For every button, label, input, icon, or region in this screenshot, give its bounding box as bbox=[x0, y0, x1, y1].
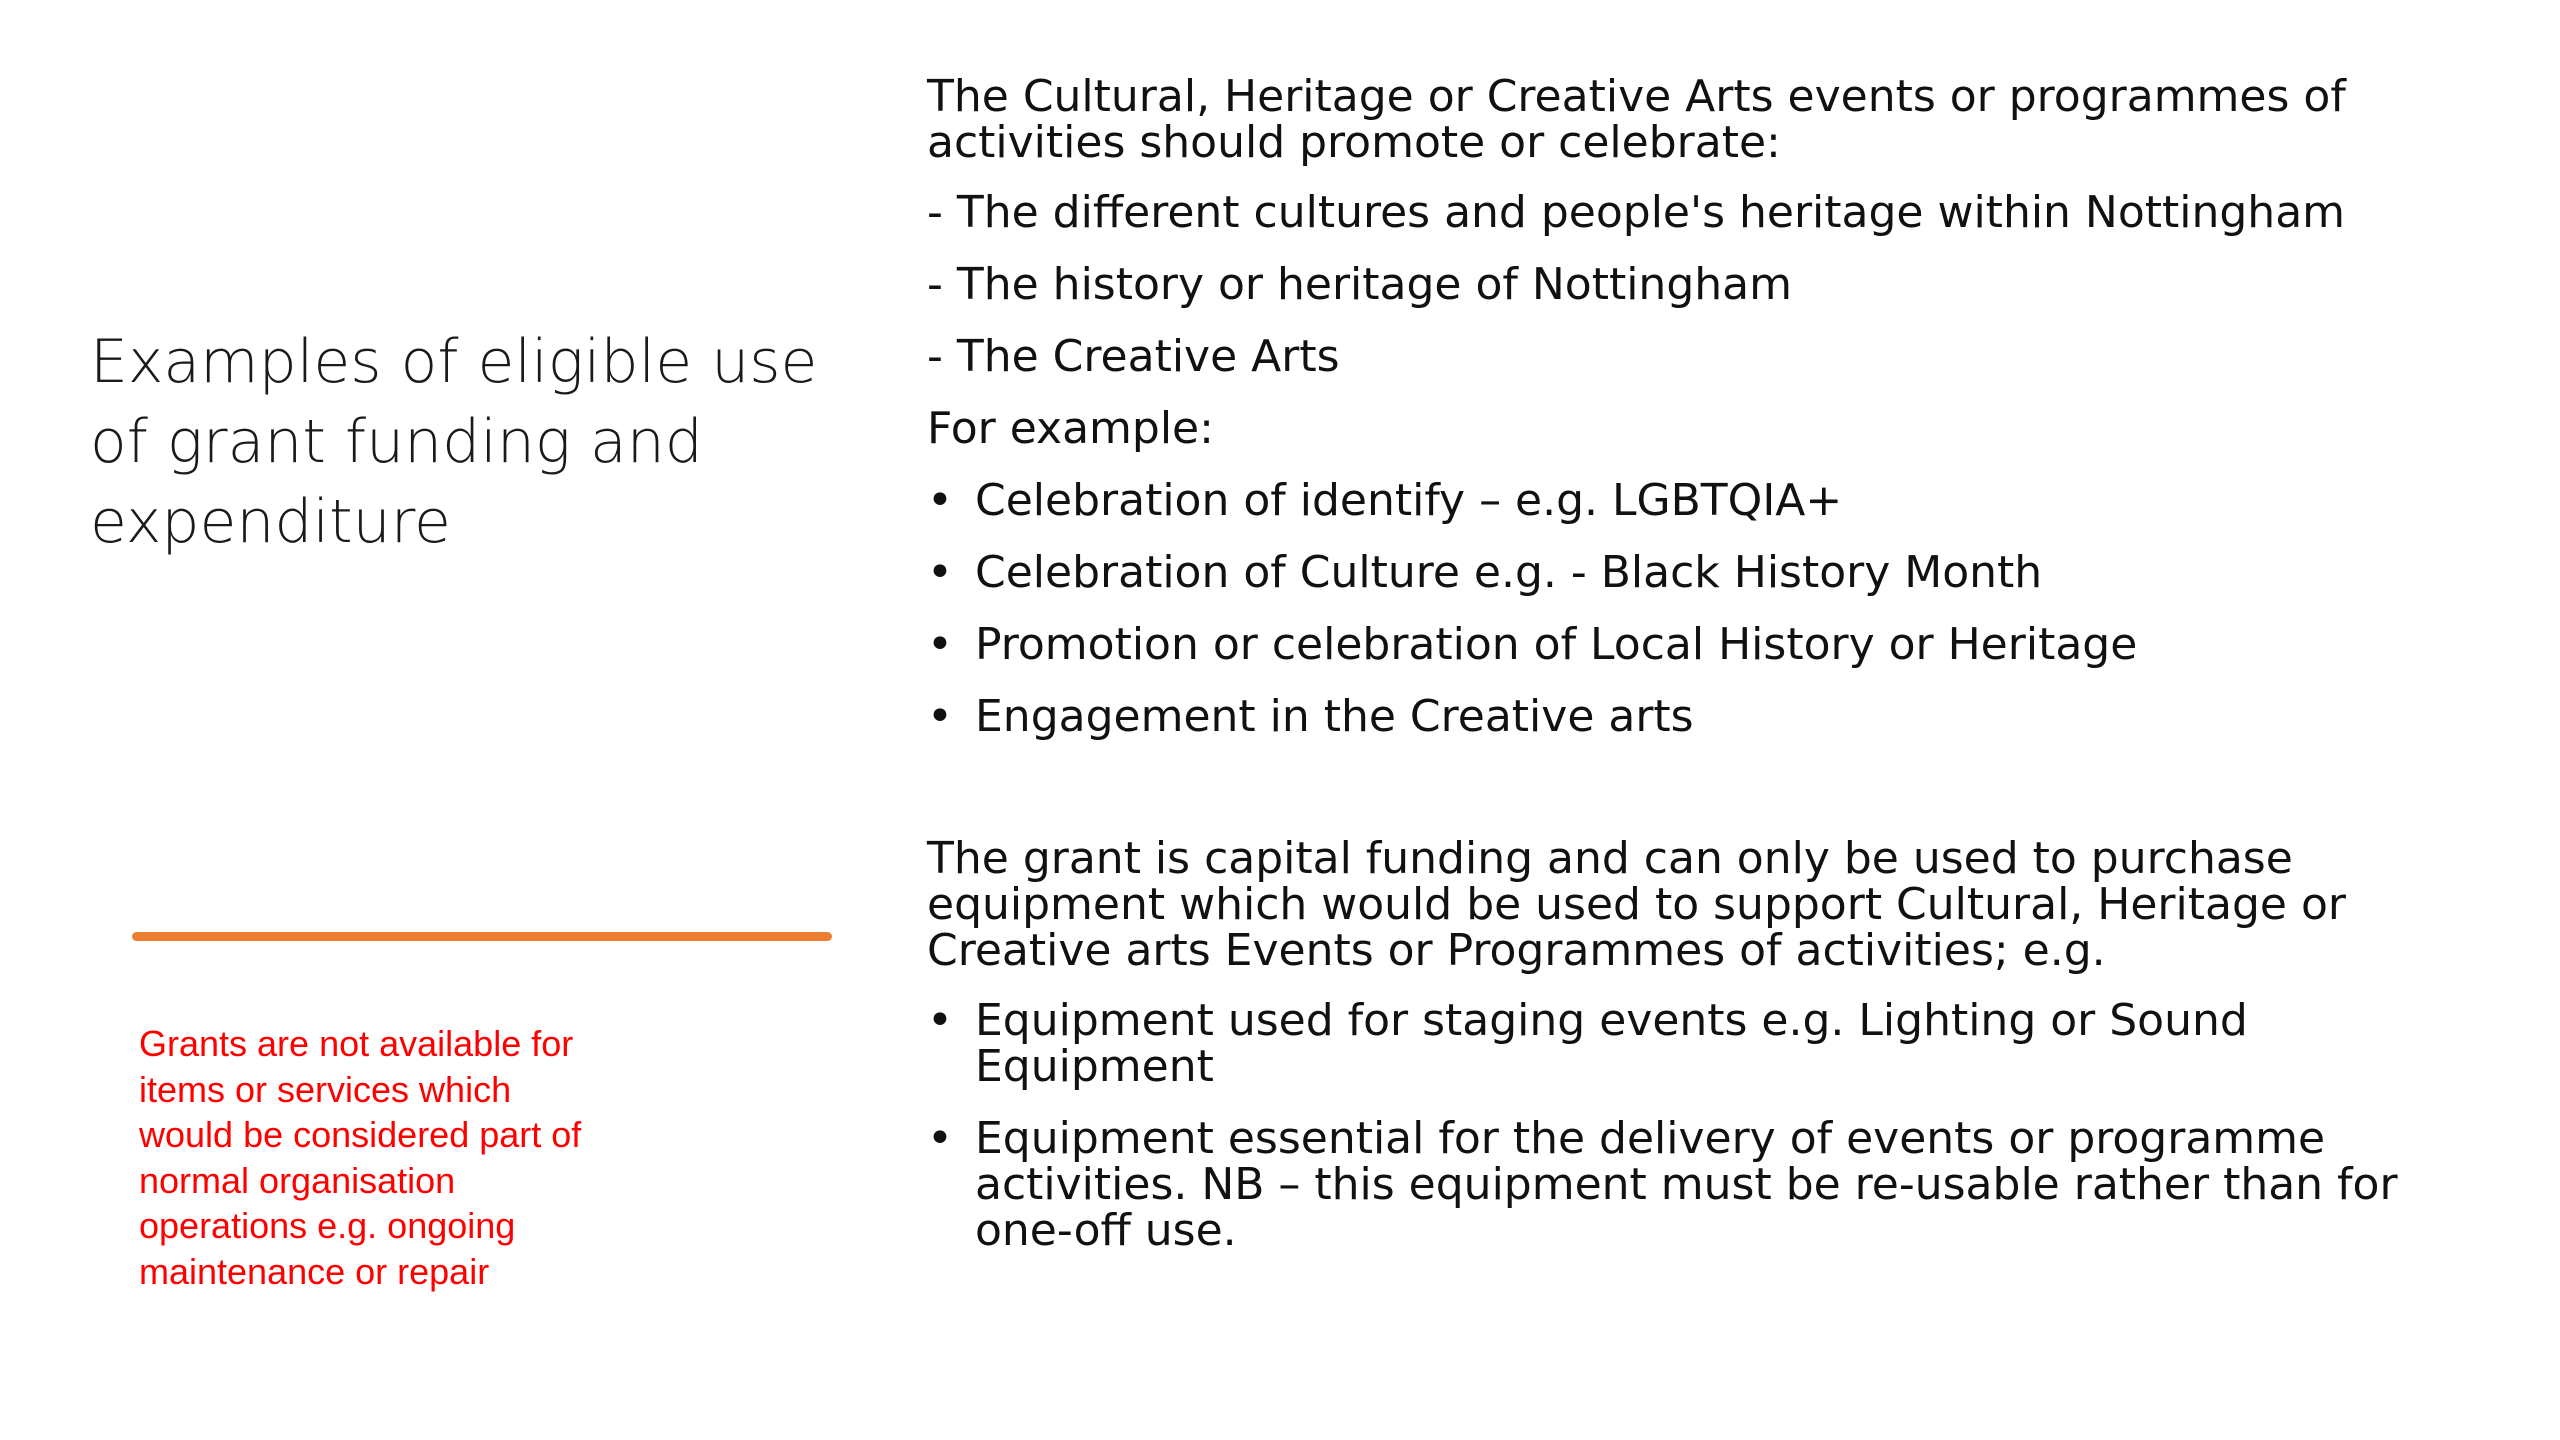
bullet-icon: • bbox=[927, 1113, 953, 1164]
bullet-text: Celebration of identify – e.g. LGBTQIA+ bbox=[975, 475, 1843, 526]
bullet-item bbox=[927, 995, 2427, 1092]
section1-intro: The Cultural, Heritage or Creative Arts events or programmes of activities should promote or celebrate: bbox=[927, 71, 2346, 168]
bullet-text: Equipment essential for the delivery of events or programme activities. NB – this equipment must be re-usable rather than for one-off use. bbox=[975, 1113, 2398, 1256]
body-content bbox=[927, 71, 2427, 1256]
ineligibility-note: Grants are not available for items or services which would be considered part of normal organisation operations e.g. ongoing maintenance or repair bbox=[139, 1023, 582, 1292]
accent-divider bbox=[132, 932, 832, 941]
bullet-item bbox=[927, 619, 2427, 670]
bullet-text: Celebration of Culture e.g. - Black History Month bbox=[975, 547, 2043, 598]
bullet-icon: • bbox=[927, 619, 953, 670]
bullet-item bbox=[927, 1113, 2427, 1256]
section2-intro: The grant is capital funding and can only be used to purchase equipment which would be used to support Cultural, Heritage or Creative arts Events or Programmes of activities; e.g. bbox=[927, 833, 2346, 976]
section-spacer bbox=[927, 740, 2427, 836]
bullet-icon: • bbox=[927, 475, 953, 526]
bullet-text: Engagement in the Creative arts bbox=[975, 691, 1694, 742]
bullet-text: Promotion or celebration of Local History or Heritage bbox=[975, 619, 2138, 670]
section2-bullet-list bbox=[927, 995, 2427, 1256]
bullet-icon: • bbox=[927, 547, 953, 598]
slide-title: Examples of eligible use of grant funding and expenditure bbox=[90, 327, 818, 557]
bullet-item bbox=[927, 547, 2427, 598]
bullet-icon: • bbox=[927, 691, 953, 742]
bullet-item bbox=[927, 475, 2427, 526]
dash-item-cultures: - The different cultures and people's heritage within Nottingham bbox=[927, 187, 2346, 238]
dash-item-creative-arts: - The Creative Arts bbox=[927, 331, 1340, 382]
bullet-text: Equipment used for staging events e.g. Lighting or Sound Equipment bbox=[975, 995, 2248, 1092]
bullet-icon: • bbox=[927, 995, 953, 1046]
example-label: For example: bbox=[927, 403, 1214, 454]
dash-item-history: - The history or heritage of Nottingham bbox=[927, 259, 1792, 310]
bullet-item bbox=[927, 691, 2427, 742]
section1-bullet-list bbox=[927, 475, 2427, 742]
